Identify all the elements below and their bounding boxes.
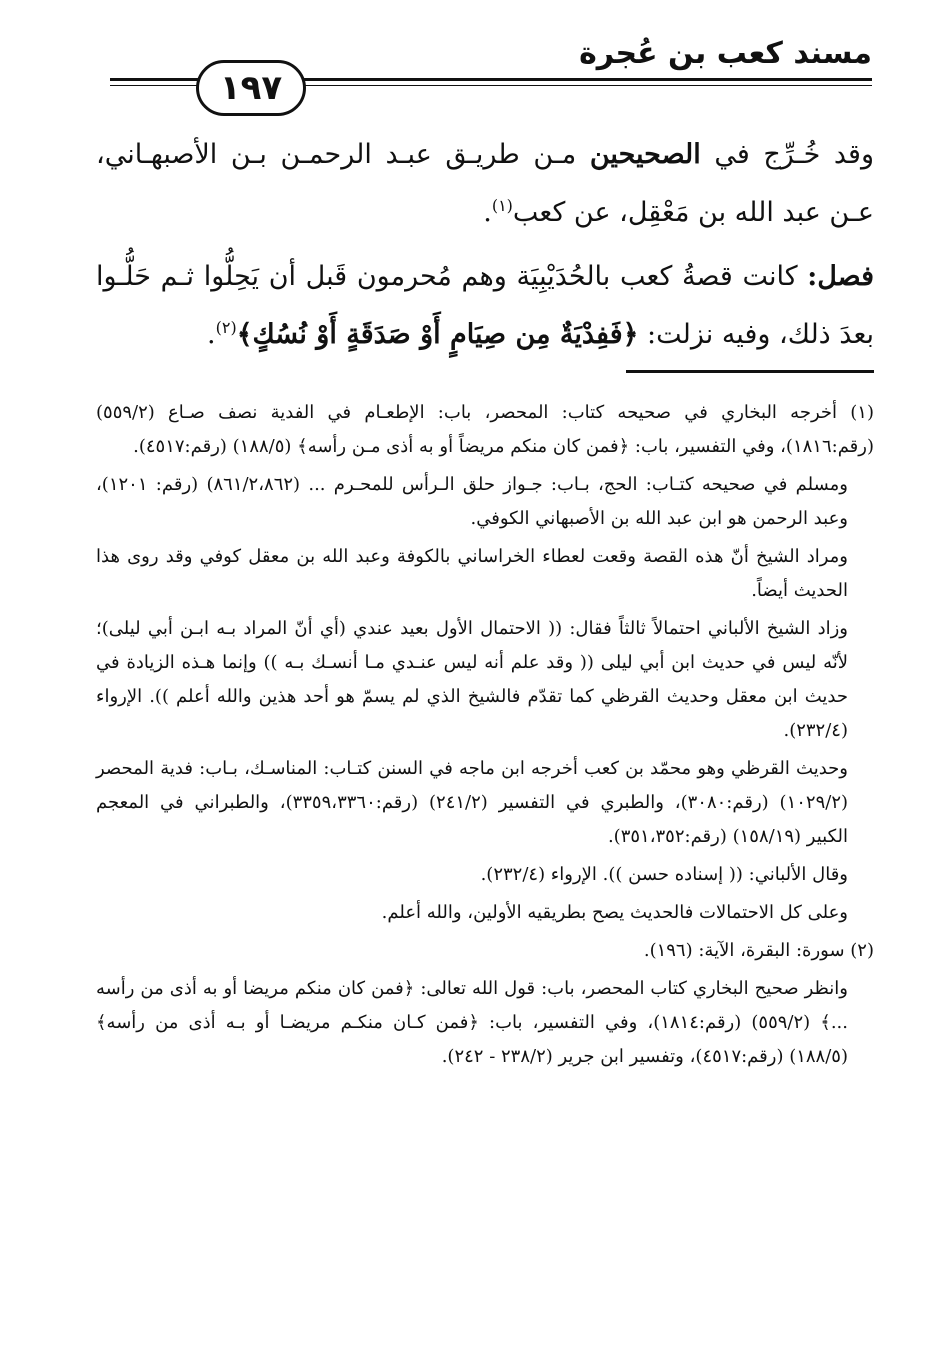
footnote-2-refs: وانظر صحيح البخاري كتاب المحصر، باب: قول الله تعالى: ﴿فمن كان منكم مريضا أو به أذى من رأسه ...﴾ (٥٥٩/٢) (رقم:١٨١٤)، وفي التفسير، باب: ﴿فمن كـان منكـم مريضـا أو بـه أذى من رأسه﴾ (١٨٨/٥) (رقم:٤٥١٧)، وتفسير ابن جرير (٢٣٨/٢ - ٢٤٢). [96,978,848,1067]
footnote-1-conclusion: وعلى كل الاحتمالات فالحديث يصح بطريقيه الأولين، والله أعلم. [381,902,848,923]
quran-verse: ﴿فَفِدْيَةٌ مِن صِيَامٍ أَوْ صَدَقَةٍ أَوْ نُسُكٍ﴾ [236,319,639,350]
p2-text-a: كانت قصةُ كعب بالحُدَيْبِيَة وهم مُحرمون قَبل أن يَحِلُّوا ثـم حَلُّـوا بعدَ ذلك، وفيه نزلت: [96,261,874,350]
p1-text-c: مـن طريـق عبـد الرحمـن بـن الأصبهـاني، عـن عبد الله بن مَعْقِل، عن كعب [96,139,874,228]
footnote-1-qurazi: وحديث القرظي وهو محمّد بن كعب أخرجه ابن ماجه في السنن كتـاب: المناسـك، بـاب: فدية المحصر (١٠٢٩/٢) (رقم:٣٠٨٠)، والطبري في التفسير (٢٤١/٢) (رقم:٣٣٥٩،٣٣٦٠)، والطبراني في المعجم الكبير (١٥٨/١٩) (رقم:٣٥١،٣٥٢). [96,758,849,847]
footnote-1-muslim: ومسلم في صحيحه كتـاب: الحج، بـاب: جـواز حلق الـرأس للمحـرم ... (٨٦١/٢،٨٦٢) (رقم: ١٢٠١)، وعبد الرحمن هو ابن عبد الله بن الأصبهاني الكوفي. [96,474,848,529]
footnote-ref-2[interactable]: (٢) [215,318,237,337]
footnote-1-albani: وزاد الشيخ الألباني احتمالاً ثالثاً فقال: (( الاحتمال الأول بعيد عندي (أي أنّ المراد بـه ابـن أبي ليلى)؛ لأنّه ليس في حديث ابن أبي ليلى (( وقد علم أنه ليس عنـدي مـا أنسـك بـه )) وإنما هـذه الزيادة في حديث ابن معقل وحديث القرظي كما تقدّم فالشيخ الذي لم يسمّ هو أحد هذين والله أعلم )). الإرواء (٢٣٢/٤). [96,618,848,741]
footnote-1-note: ومراد الشيخ أنّ هذه القصة وقعت لعطاء الخراساني بالكوفة وعبد الله بن معقل كوفي وقد روى هذا الحديث أيضاً. [96,546,848,601]
paragraph-2 [96,248,874,364]
footnote-1: (١) أخرجه البخاري في صحيحه كتاب: المحصر، باب: الإطعـام في الفدية نصف صـاع (٥٥٩/٢) (رقم:١٨١٦)، وفي التفسير، باب: ﴿فمن كان منكم مريضاً أو به أذى مـن رأسه﴾ (١٨٨/٥) (رقم:٤٥١٧). [96,402,874,457]
p1-text-d: . [483,197,492,228]
footnote-separator [626,370,874,373]
p1-bold-sahihayn: الصحيحين [589,139,701,170]
paragraph-1 [96,126,874,242]
page-number-badge: ١٩٧ [196,60,306,116]
footnote-2: (٢) سورة: البقرة، الآية: (١٩٦). [643,940,874,961]
p1-text-a: وقد خُـرِّج في [700,139,874,170]
running-header-title: مسند كعب بن عُجرة [579,36,872,71]
main-text [96,126,874,364]
p2-text-d: . [207,319,216,350]
footnote-ref-1[interactable]: (١) [491,196,513,215]
footnotes [96,396,874,1078]
section-label-fasl: فصل: [807,261,874,292]
footnote-1-albani-grade: وقال الألباني: (( إسناده حسن )). الإرواء (٢٣٢/٤). [480,864,848,885]
